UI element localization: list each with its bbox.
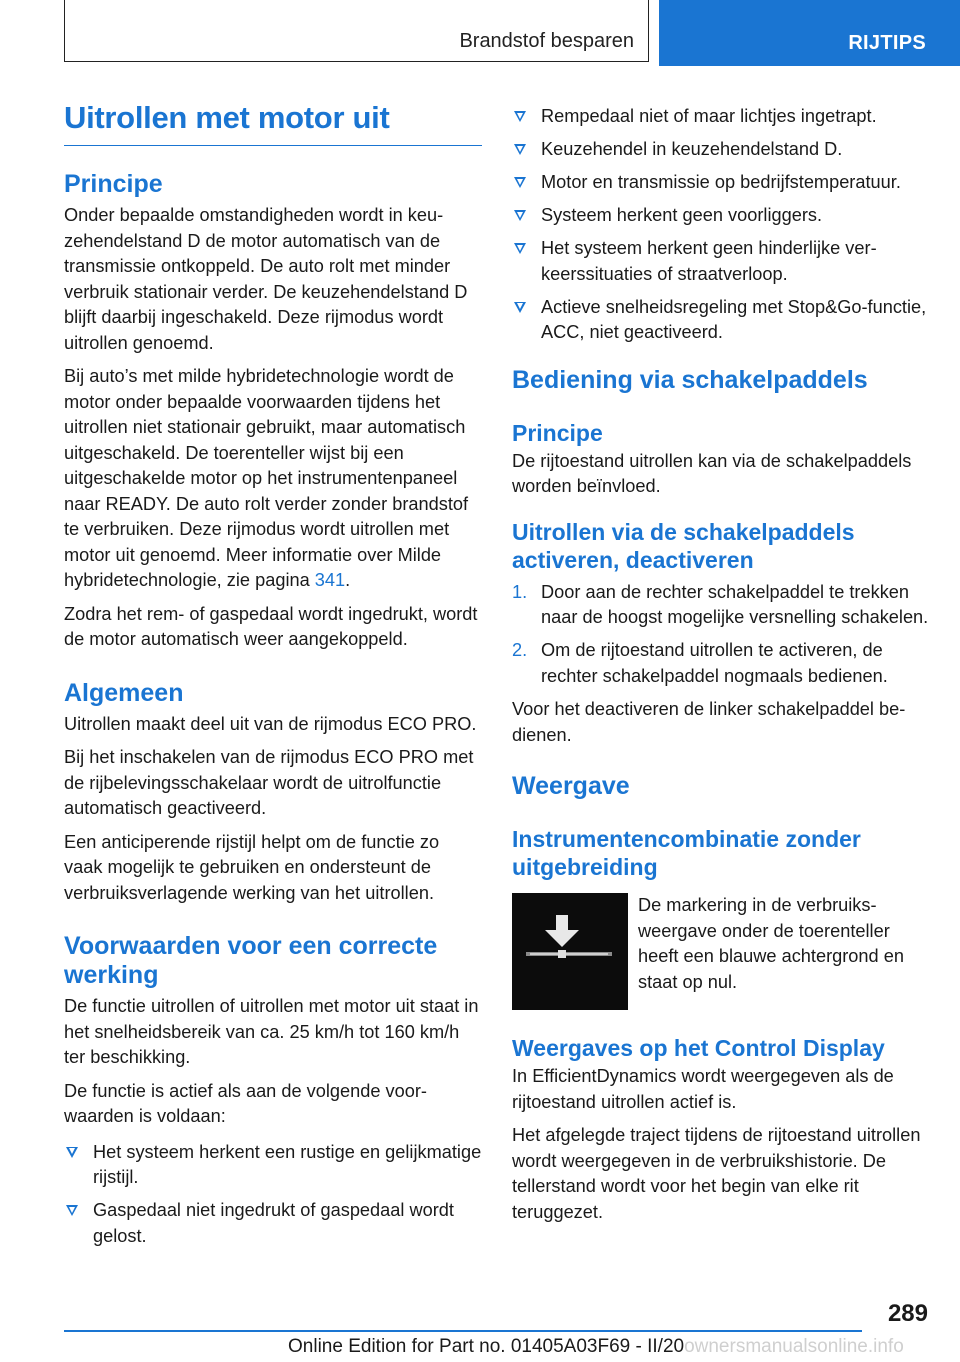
principe-paragraph-3: Zodra het rem- of gaspedaal wordt ingedrukt, wordt de motor automatisch weer aangekoppeld.	[64, 603, 478, 649]
page-link-341[interactable]: 341	[314, 570, 346, 590]
step-number: 2.	[512, 640, 528, 660]
watermark: ownersmanualsonline.info	[684, 1336, 904, 1357]
footer-divider	[64, 1330, 862, 1332]
list-item-text: Het systeem herkent een rustige en gelijkmatige rijstijl.	[93, 1141, 482, 1187]
principe-paragraph-1: Onder bepaalde omstandigheden wordt in keuzehendelstand D de motor automatisch van de transmissie ontkoppeld. De auto rolt met minder verbruik stationair verder. De keuzehendelstand D blijft daarbij ingeschakeld. Deze rijmodus wordt uitrollen genoemd.	[64, 205, 468, 353]
triangle-bullet-icon	[514, 243, 526, 254]
list-item	[512, 295, 930, 346]
triangle-bullet-icon	[514, 302, 526, 313]
figure-description: De markering in de verbruiksweergave onder de toerenteller heeft een blauwe achtergrond en staat op nul.	[638, 895, 904, 992]
header-section-box	[64, 0, 649, 62]
list-item	[512, 236, 930, 287]
principe-paragraph-2	[64, 364, 482, 594]
list-item	[64, 1198, 482, 1249]
list-item	[512, 203, 930, 229]
heading-bediening: Bediening via schakelpaddels	[512, 365, 868, 394]
list-item-text: Rempedaal niet of maar lichtjes ingetrapt.	[541, 106, 877, 126]
list-item-text: Actieve snelheidsregeling met Stop&Go-functie, ACC, niet geactiveerd.	[541, 296, 927, 342]
coasting-indicator-icon	[512, 893, 628, 1010]
heading-activeren-deactiveren: Uitrollen via de schakelpaddels activeren, deactiveren	[512, 518, 855, 573]
control-display-paragraph-1: In EfficientDynamics wordt weergegeven als de rijtoestand uitrollen actief is.	[512, 1066, 894, 1112]
list-item-text: Gaspedaal niet ingedrukt of gaspedaal wordt gelost.	[93, 1200, 454, 1246]
triangle-bullet-icon	[514, 210, 526, 221]
heading-algemeen: Algemeen	[64, 678, 184, 707]
list-item-text: Het systeem herkent geen hinderlijke verkeerssituaties of straatverloop.	[541, 238, 877, 284]
voorwaarden-paragraph-2: De functie is actief als aan de volgende voorwaarden is voldaan:	[64, 1080, 427, 1126]
steps-list	[512, 580, 930, 690]
page-title: Uitrollen met motor uit	[64, 100, 482, 146]
control-display-paragraph-2: Het afgelegde traject tijdens de rijtoestand uitrollen wordt weergegeven in de verbruikshistorie. De tellerstand wordt voor het begin van elke rit teruggezet.	[512, 1125, 921, 1222]
list-item	[64, 1140, 482, 1191]
edition-text: Online Edition for Part no. 01405A03F69 - II/20	[288, 1336, 685, 1357]
bediening-principe-text: De rijtoestand uitrollen kan via de schakelpaddels worden beïnvloed.	[512, 450, 912, 496]
triangle-bullet-icon	[514, 177, 526, 188]
principe-paragraph-2-end: .	[345, 570, 351, 590]
heading-bediening-principe: Principe	[512, 419, 603, 446]
right-column	[512, 104, 930, 1233]
triangle-bullet-icon	[66, 1147, 78, 1158]
voorwaarden-paragraph-1: De functie uitrollen of uitrollen met motor uit staat in het snelheidsbereik van ca. 25 km/h tot 160 km/h ter beschikking.	[64, 996, 479, 1067]
deactiveren-note: Voor het deactiveren de linker schakelpaddel bedienen.	[512, 699, 906, 745]
step-item	[512, 580, 930, 631]
list-item-text: Motor en transmissie op bedrijfstemperatuur.	[541, 172, 901, 192]
voorwaarden-list	[64, 1140, 482, 1250]
step-text: Om de rijtoestand uitrollen te activeren, de rechter schakelpaddel nogmaals bedienen.	[541, 640, 888, 686]
step-text: Door aan de rechter schakelpaddel te trekken naar de hoogst mogelijke versnelling schakelen.	[541, 581, 929, 627]
page-number: 289	[887, 1300, 928, 1327]
triangle-bullet-icon	[514, 111, 526, 122]
principe-paragraph-2-text: Bij auto’s met milde hybridetechnologie wordt de motor onder bepaalde voorwaarden tijdens het uitrollen niet stationair gebruikt, maar automatisch uitgeschakeld. De toerenteller wijst bij een uitgeschakelde motor op het instrumentenpaneel naar READY. De auto rolt verder zonder brandstof te verbruiken. Deze rijmodus wordt uitrollen met motor uit genoemd. Meer informatie over Milde hybridetechnologie, zie pagina	[64, 366, 469, 590]
heading-control-display: Weergaves op het Control Display	[512, 1035, 885, 1061]
figure-block	[512, 893, 930, 1010]
heading-voorwaarden: Voorwaarden voor een correcte werking	[64, 932, 438, 989]
algemeen-paragraph-3: Een anticiperende rijstijl helpt om de functie zo vaak mogelijk te gebruiken en ondersteunt de verbruiksverlagende werking van het uitrollen.	[64, 831, 440, 903]
list-item	[512, 170, 930, 196]
list-item	[512, 137, 930, 163]
footer-edition	[288, 1336, 904, 1358]
heading-principe: Principe	[64, 170, 163, 198]
step-number: 1.	[512, 581, 528, 602]
triangle-bullet-icon	[66, 1205, 78, 1216]
header-section-title: Brandstof besparen	[459, 30, 634, 52]
coasting-display-image	[512, 893, 628, 1010]
heading-instrumentencombinatie: Instrumentencombinatie zonder uitgebreiding	[512, 826, 861, 880]
heading-weergave: Weergave	[512, 772, 630, 800]
left-column	[64, 100, 482, 1257]
header-chapter-tab[interactable]	[659, 0, 960, 66]
list-item-text: Keuzehendel in keuzehendelstand D.	[541, 139, 843, 159]
header-chapter-title: RIJTIPS	[848, 32, 926, 54]
list-item-text: Systeem herkent geen voorliggers.	[541, 205, 823, 225]
step-item	[512, 638, 930, 689]
algemeen-paragraph-2: Bij het inschakelen van de rijmodus ECO PRO met de rijbelevingsschakelaar wordt de uitrolfunctie automatisch geactiveerd.	[64, 747, 474, 818]
voorwaarden-list-continued	[512, 104, 930, 346]
algemeen-paragraph-1: Uitrollen maakt deel uit van de rijmodus ECO PRO.	[64, 713, 477, 734]
list-item	[512, 104, 930, 130]
triangle-bullet-icon	[514, 144, 526, 155]
